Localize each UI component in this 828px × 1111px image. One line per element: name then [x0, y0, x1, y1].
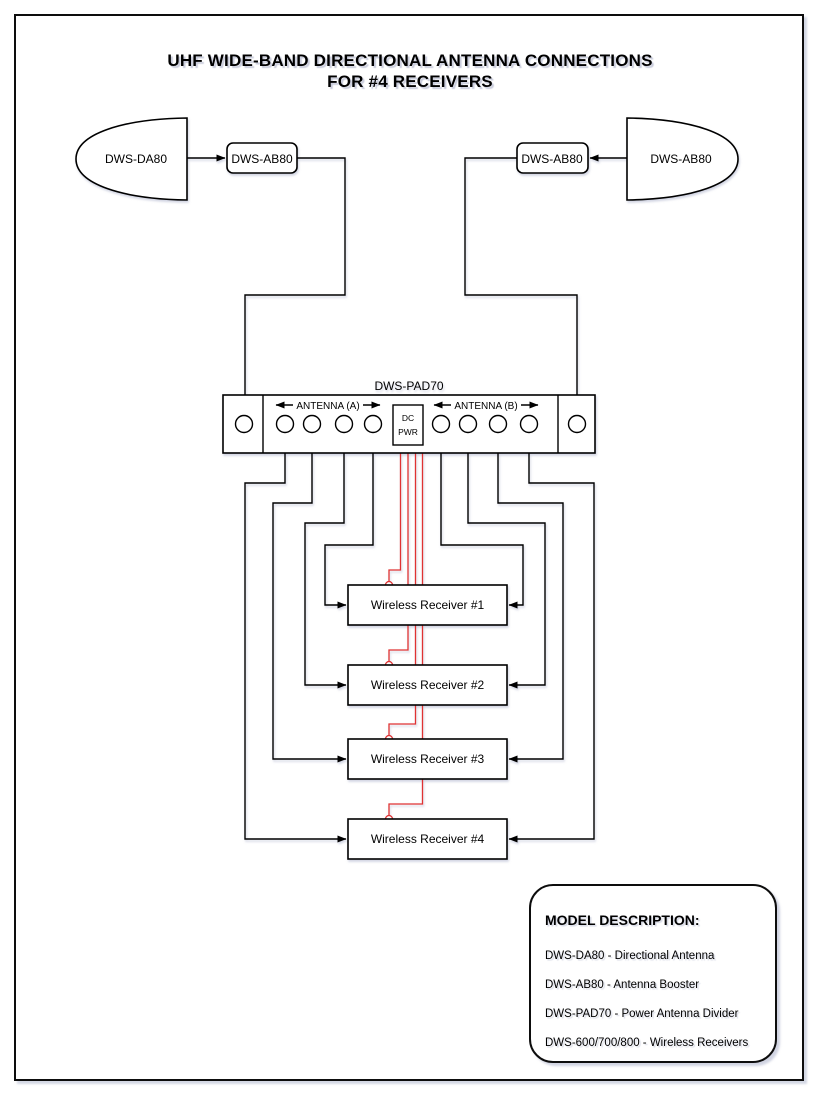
divider-input-port-right: [569, 416, 586, 433]
antenna-b-port-3: [490, 416, 507, 433]
receiver-1-label: Wireless Receiver #1: [370, 598, 485, 612]
wireless-receiver-1: [348, 585, 507, 625]
booster-left-label: DWS-AB80: [231, 152, 293, 166]
power-wire-receiver1: [389, 445, 401, 582]
wire-b2-to-receiver2: [468, 433, 545, 685]
booster-right: [465, 143, 588, 412]
antenna-right: [590, 118, 738, 200]
antenna-left: [76, 118, 225, 200]
model-description-item-da80: DWS-DA80 - Directional Antenna: [545, 950, 715, 962]
wire-a2-to-receiver3: [273, 433, 346, 759]
wire-b4-to-receiver4: [509, 433, 594, 839]
receiver-4-label: Wireless Receiver #4: [370, 832, 485, 846]
antenna-left-label: DWS-DA80: [104, 152, 168, 166]
antenna-b-label: ANTENNA (B): [454, 401, 518, 412]
diagram-title-line1: UHF WIDE-BAND DIRECTIONAL ANTENNA CONNECTIONS: [167, 51, 653, 70]
booster-left: [227, 143, 345, 412]
antenna-b-port-2: [460, 416, 477, 433]
model-description-item-receivers: DWS-600/700/800 - Wireless Receivers: [545, 1037, 749, 1049]
model-description-box: [529, 884, 777, 1063]
model-description-item-ab80: DWS-AB80 - Antenna Booster: [545, 979, 700, 991]
divider-label: DWS-PAD70: [374, 379, 444, 393]
wireless-receiver-4: [348, 819, 507, 859]
power-antenna-divider: [223, 379, 595, 453]
receiver-3-label: Wireless Receiver #3: [370, 752, 485, 766]
antenna-a-label: ANTENNA (A): [296, 401, 360, 412]
wire-a4-to-receiver1: [325, 433, 373, 605]
dc-power-module: [393, 405, 423, 445]
model-description-title: MODEL DESCRIPTION:: [545, 912, 700, 928]
dc-power-box: [393, 405, 423, 445]
antenna-a-port-3: [336, 416, 353, 433]
wire-a1-to-receiver4: [245, 433, 346, 839]
dc-power-label-line1: DC: [401, 413, 415, 423]
model-description-item-pad70: DWS-PAD70 - Power Antenna Divider: [545, 1008, 739, 1020]
wire-booster-left-to-divider: [245, 158, 345, 412]
wire-booster-right-to-divider: [465, 158, 577, 412]
wireless-receiver-2: [348, 665, 507, 705]
antenna-a-port-4: [365, 416, 382, 433]
booster-right-label: DWS-AB80: [521, 152, 583, 166]
antenna-b-port-1: [433, 416, 450, 433]
antenna-a-port-1: [277, 416, 294, 433]
receiver-2-label: Wireless Receiver #2: [370, 678, 485, 692]
dc-power-label-line2: PWR: [398, 427, 418, 437]
wire-b1-to-receiver1: [441, 433, 523, 605]
antenna-b-port-4: [521, 416, 538, 433]
divider-input-port-left: [236, 416, 253, 433]
antenna-a-port-2: [304, 416, 321, 433]
diagram-title-line2: FOR #4 RECEIVERS: [327, 72, 493, 91]
antenna-right-label: DWS-AB80: [650, 152, 712, 166]
power-wire-receiver2: [389, 445, 408, 662]
wireless-receiver-3: [348, 739, 507, 779]
